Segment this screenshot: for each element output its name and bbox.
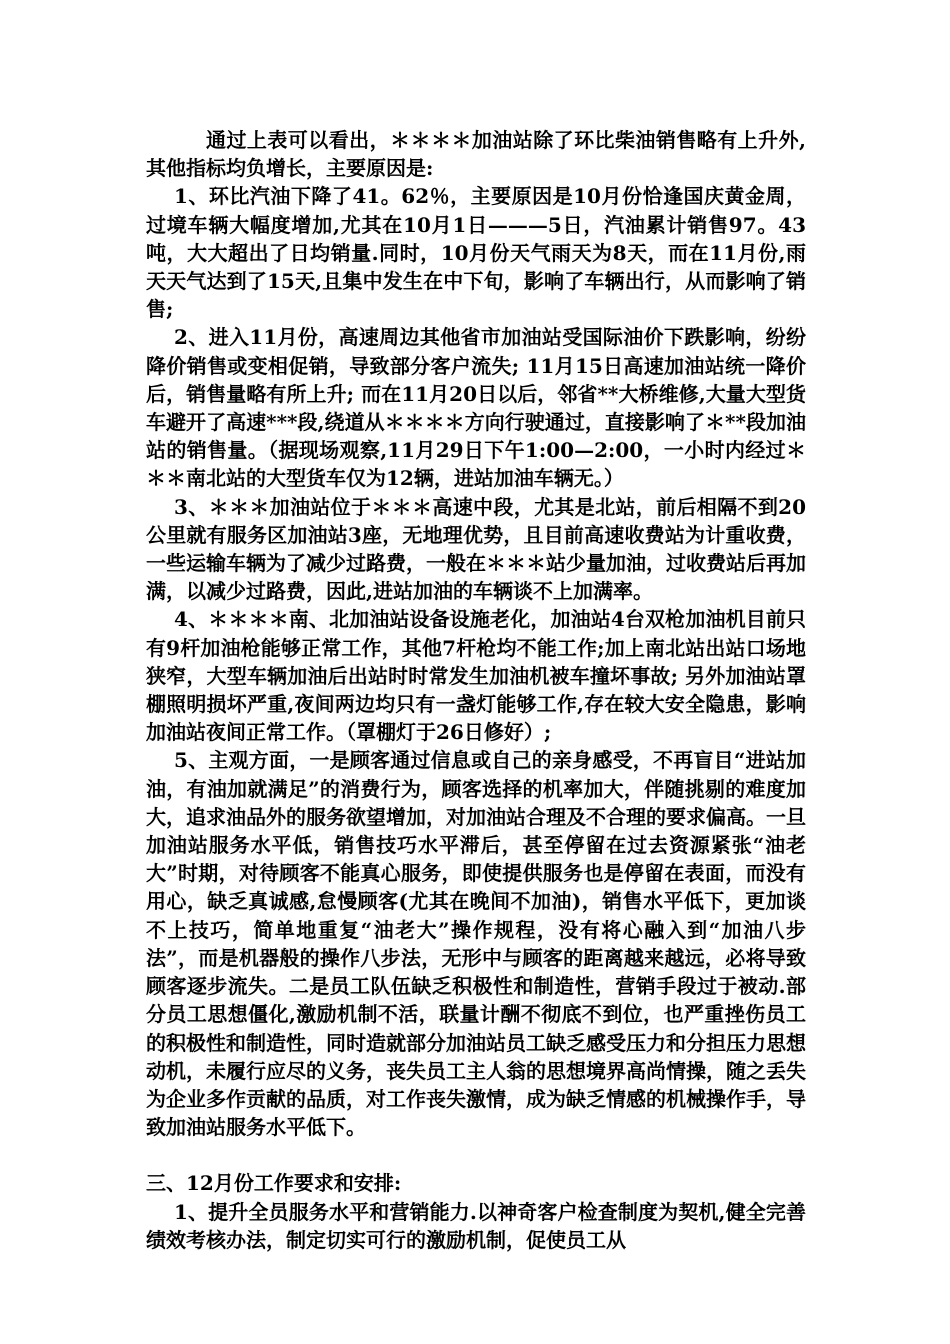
document-page [146,126,806,1254]
reason-paragraph-1: 1、环比汽油下降了41。62％，主要原因是10月份恰逢国庆黄金周，过境车辆大幅度增加,尤其在10月1日———5日，汽油累计销售97。43吨，大大超出了日均销量.同时，10月份天气雨天为8天，而在11月份,雨天天气达到了15天,且集中发生在中下旬，影响了车辆出行，从而影响了销售; [146,184,806,322]
paragraph-spacer [146,1141,806,1169]
reason-paragraph-3: 3、＊＊＊加油站位于＊＊＊高速中段，尤其是北站，前后相隔不到20公里就有服务区加油站3座，无地理优势，且目前高速收费站为计重收费，一些运输车辆为了减少过路费，一般在＊＊＊站少量加油，过收费站后再加满，以减少过路费，因此,进站加油的车辆谈不上加满率。 [146,494,806,604]
reason-paragraph-4: 4、＊＊＊＊南、北加油站设备设施老化，加油站4台双枪加油机目前只有9杆加油枪能够正常工作，其他7杆枪均不能工作;加上南北站出站口场地狭窄，大型车辆加油后出站时时常发生加油机被车撞坏事故; 另外加油站罩棚照明损坏严重,夜间两边均只有一盏灯能够工作,存在较大安全隐患，影响加油站夜间正常工作。（罩棚灯于26日修好）; [146,607,806,745]
reason-paragraph-2: 2、进入11月份，高速周边其他省市加油站受国际油价下跌影响，纷纷降价销售或变相促销，导致部分客户流失; 11月15日高速加油站统一降价后，销售量略有所上升; 而在11月20日以后，邻省**大桥维修,大量大型货车避开了高速***段,绕道从＊＊＊＊方向行驶通过，直接影响了＊**段加油站的销售量。（据现场观察,11月29日下午1:00—2:00，一小时内经过＊＊＊南北站的大型货车仅为12辆，进站加油车辆无。） [146,325,806,491]
reason-paragraph-5: 5、主观方面，一是顾客通过信息或自己的亲身感受，不再盲目“进站加油，有油加就满足”的消费行为，顾客选择的机率加大，伴随挑剔的难度加大，追求油品外的服务欲望增加，对加油站合理及不合理的要求偏高。一旦加油站服务水平低，销售技巧水平滞后，甚至停留在过去资源紧张“油老大”时期，对待顾客不能真心服务，即使提供服务也是停留在表面，而没有用心，缺乏真诚感,怠慢顾客(尤其在晚间不加油)，销售水平低下，更加谈不上技巧，简单地重复“油老大”操作规程，没有将心融入到“加油八步法”，而是机器般的操作八步法，无形中与顾客的距离越来越远，必将导致顾客逐步流失。二是员工队伍缺乏积极性和制造性，营销手段过于被动.部分员工思想僵化,激励机制不活，联量计酬不彻底不到位，也严重挫伤员工的积极性和制造性，同时造就部分加油站员工缺乏感受压力和分担压力思想动机，未履行应尽的义务，丧失员工主人翁的思想境界高尚情操，随之丢失为企业多作贡献的品质，对工作丧失激情，成为缺乏情感的机械操作手，导致加油站服务水平低下。 [146,748,806,1140]
section-heading: 三、12月份工作要求和安排: [146,1171,402,1196]
closing-paragraph: 1、提升全员服务水平和营销能力.以神奇客户检查制度为契机,健全完善绩效考核办法，制定切实可行的激励机制，促使员工从 [146,1199,806,1252]
intro-paragraph: 通过上表可以看出，＊＊＊＊加油站除了环比柴油销售略有上升外,其他指标均负增长，主要原因是: [146,128,806,181]
